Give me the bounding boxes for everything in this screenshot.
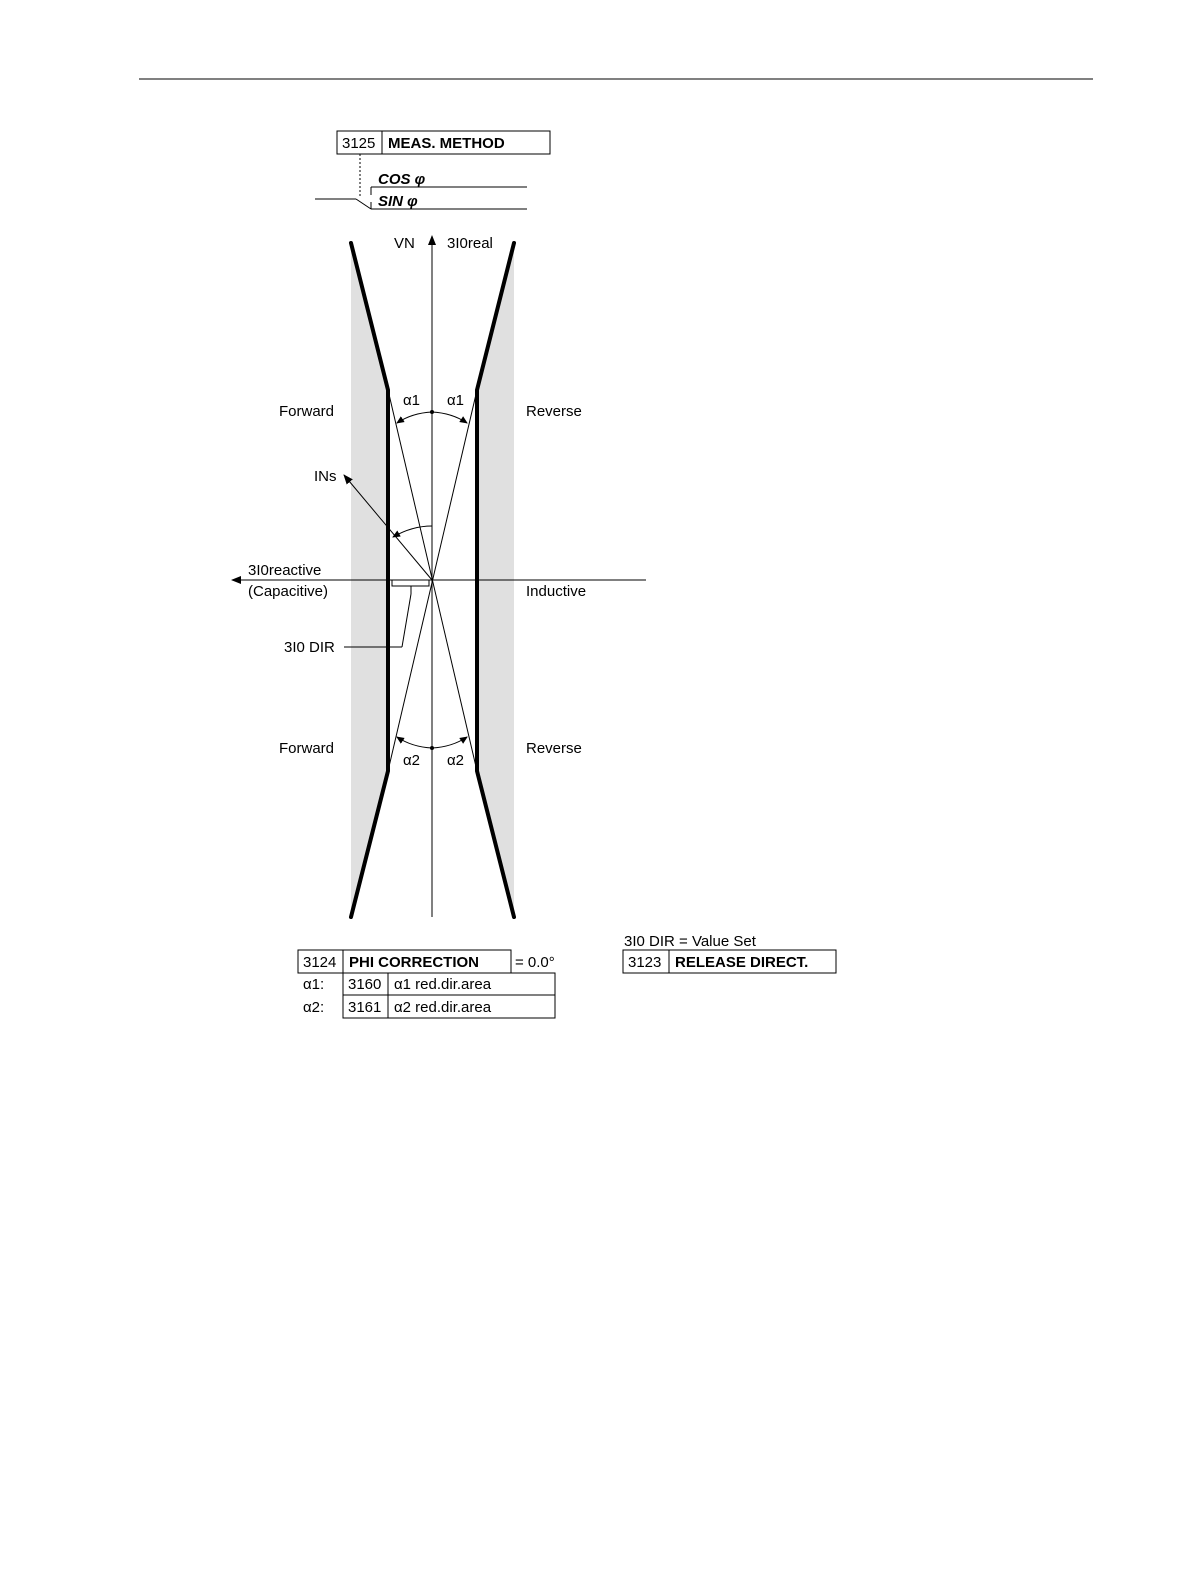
option-sin-phi: SIN φ — [378, 193, 418, 210]
label-vn: VN — [394, 235, 415, 252]
option-cos-phi: COS φ — [378, 171, 426, 188]
label-inductive: Inductive — [526, 583, 587, 600]
label-forward-upper: Forward — [279, 403, 335, 420]
phi-correction-param-name: PHI CORRECTION — [349, 954, 480, 971]
label-forward-lower: Forward — [279, 740, 335, 757]
label-alpha1-right: α1 — [447, 392, 465, 409]
label-alpha2-right: α2 — [447, 752, 465, 769]
alpha1-param-name: α1 red.dir.area — [394, 976, 492, 993]
meas-method-block — [315, 131, 550, 210]
meas-method-param-name: MEAS. METHOD — [388, 135, 505, 152]
alpha2-param-no: 3161 — [348, 999, 382, 1016]
label-alpha2-left: α2 — [403, 752, 421, 769]
label-reverse-upper: Reverse — [526, 403, 582, 420]
meas-method-param-no: 3125 — [342, 135, 376, 152]
label-3i0real: 3I0real — [447, 235, 493, 252]
phi-correction-table — [298, 950, 555, 1018]
release-direct-caption: 3I0 DIR = Value Set — [624, 933, 756, 950]
alpha1-param-no: 3160 — [348, 976, 382, 993]
label-3i0reactive: 3I0reactive — [248, 562, 322, 579]
phi-correction-param-no: 3124 — [303, 954, 337, 971]
label-capacitive: (Capacitive) — [248, 583, 329, 600]
label-reverse-lower: Reverse — [526, 740, 582, 757]
alpha1-prefix: α1: — [303, 976, 325, 993]
label-ins: INs — [314, 468, 337, 485]
phi-correction-value: = 0.0° — [515, 954, 555, 971]
alpha2-param-name: α2 red.dir.area — [394, 999, 492, 1016]
alpha2-prefix: α2: — [303, 999, 325, 1016]
label-3i0-dir: 3I0 DIR — [284, 639, 335, 656]
label-alpha1-left: α1 — [403, 392, 421, 409]
release-direct-block — [623, 933, 836, 973]
release-direct-param-name: RELEASE DIRECT. — [675, 954, 809, 971]
release-direct-param-no: 3123 — [628, 954, 662, 971]
phi-correction-arc — [393, 526, 432, 537]
